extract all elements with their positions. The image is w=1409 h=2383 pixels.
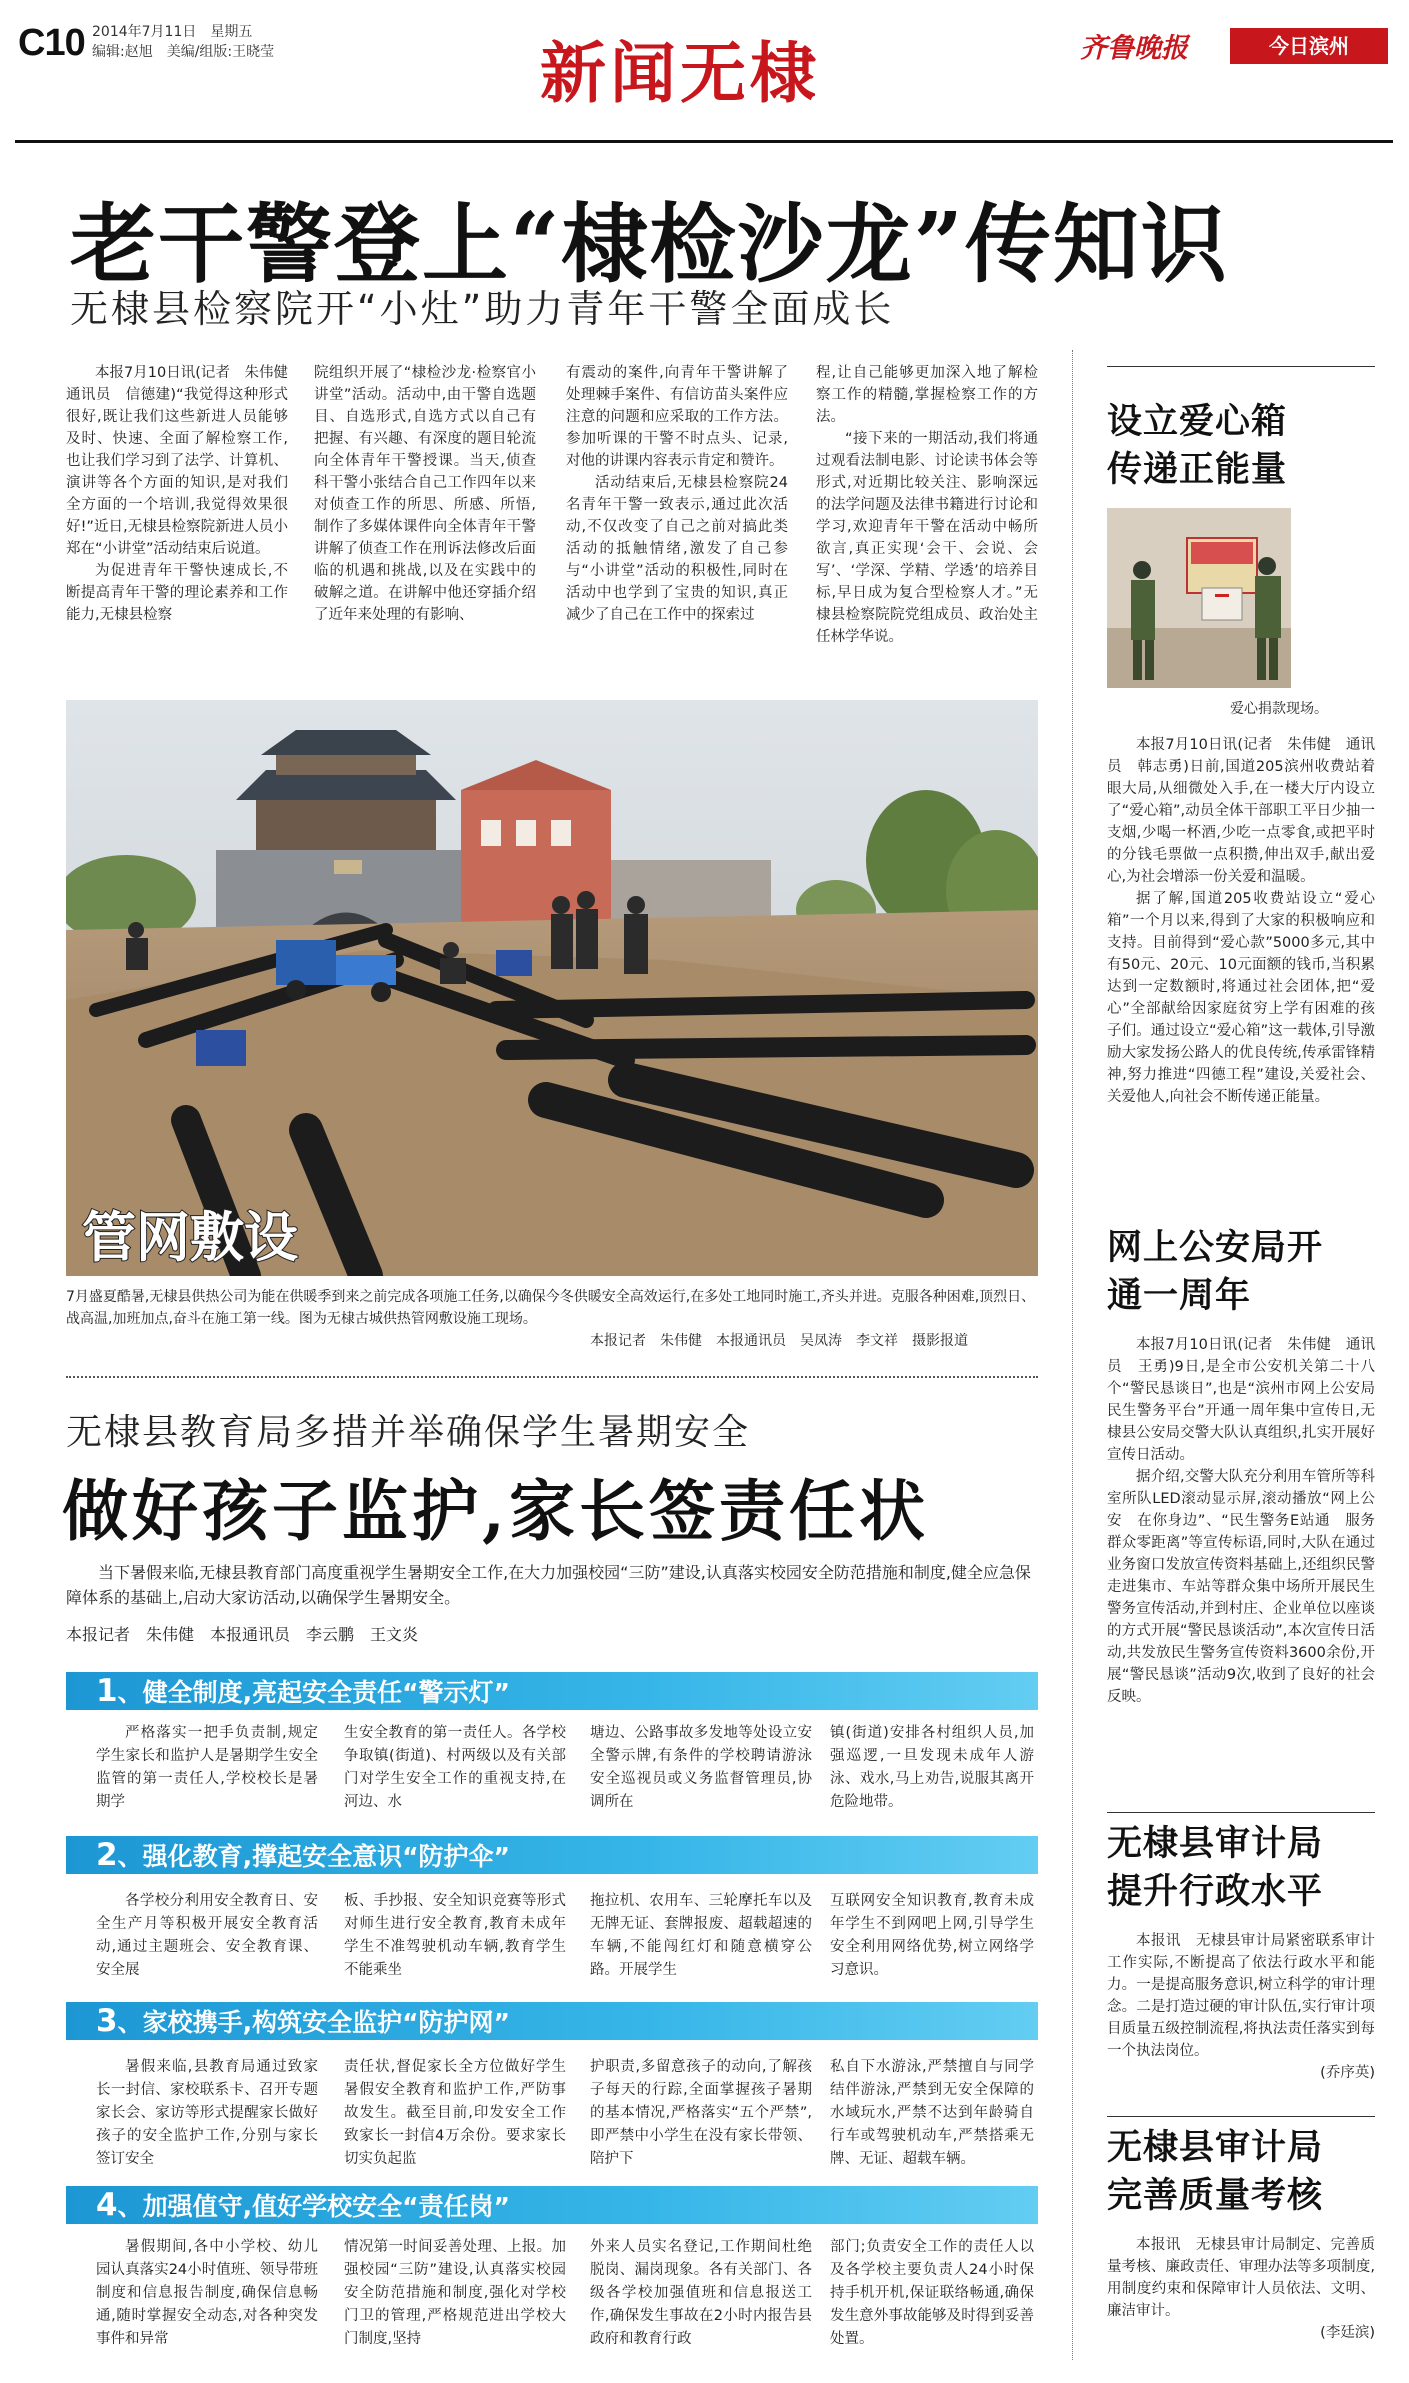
section4-col2 [344,2236,566,2351]
author-signature: (乔序英) [1320,2065,1375,2081]
photo-credit: 本报记者 朱伟健 本报通讯员 吴凤涛 李文祥 摄影报道 [590,1333,968,1349]
section-band-3 [66,2002,1038,2040]
sidebar-headline-2: 网上公安局开通一周年 [1107,1228,1324,1316]
sidebar-story-3 [1107,1930,1375,2084]
photo-caption: 7月盛夏酷暑,无棣县供热公司为能在供暖季到来之前完成各项施工任务,以确保今冬供暖安全高效运行,在多处工地同时施工,齐头并进。克服各种困难,顶烈日、战高温,加班加点,奋斗在施工第一线。图为无棣古城供热管网敷设施工现场。 [66,1289,1036,1327]
paragraph: 本报讯 无棣县审计局制定、完善质量考核、廉政责任、审理办法等多项制度,用制度约束和保障审计人员依法、文明、廉洁审计。 [1107,2237,1375,2319]
section1-col4 [830,1722,1034,1814]
region-tag: 今日滨州 [1230,28,1388,64]
band-title [96,2186,510,2226]
main-column-1 [66,362,303,626]
section4-col1 [96,2236,318,2351]
section3-col1 [96,2056,318,2171]
paragraph: 院组织开展了“棣检沙龙·检察官小讲堂”活动。活动中,由干警自选题目、自选形式,自选方式以自己有把握、有兴趣、有深度的题目轮流向全体青年干警授课。当天,侦查科干警小张结合自己工作四年以来对侦查工作的所思、所感、所悟,制作了多媒体课件向全体青年干警讲解了侦查工作在刑诉法修改后面临的机遇和挑战,以及在实践中的破解之道。在讲解中他还穿插介绍了近年来处理的有影响、 [314,365,536,623]
band-number: 3 [96,2003,118,2039]
photo-overlay-title: 管网敷设 [82,1206,298,1269]
paragraph: 暑假来临,县教育局通过致家长一封信、家校联系卡、召开专题家长会、家访等形式提醒家长做好孩子的安全监护工作,分别与家长签订安全 [96,2059,318,2167]
header-meta [92,22,274,62]
section-band-2 [66,1836,1038,1874]
page-number: C10 [18,22,85,64]
sidebar-story-4 [1107,2234,1375,2344]
sidebar-photo-caption: 爱心捐款现场。 [1230,701,1328,717]
section1-col2 [344,1722,566,1814]
band-title [96,1836,510,1876]
header-rule [15,140,1393,143]
construction-scene-illustration [66,700,1038,1276]
paragraph: 部门;负责安全工作的责任人以及各学校主要负责人24小时保持手机开机,保证联络畅通,确保发生意外事故能够及时得到妥善处置。 [830,2239,1034,2347]
band-title [96,2002,510,2042]
sidebar-rule [1107,366,1375,367]
author-signature: (李廷滨) [1320,2325,1375,2341]
paragraph: 暑假期间,各中小学校、幼儿园认真落实24小时值班、领导带班制度和信息报告制度,确保信息畅通,随时掌握安全动态,对各种突发事件和异常 [96,2239,318,2347]
donation-scene-illustration [1107,508,1291,688]
paragraph: 外来人员实名登记,工作期间杜绝脱岗、漏岗现象。各有关部门、各级各学校加强值班和信息报送工作,确保发生事故在2小时内报告县政府和教育行政 [590,2239,812,2347]
paragraph: 责任状,督促家长全方位做好学生暑假安全教育和监护工作,严防事故发生。截至目前,印发安全工作致家长一封信4万余份。要求家长切实负起监 [344,2059,566,2167]
main-column-2 [314,362,536,626]
sidebar-story-2 [1107,1334,1375,1708]
band-text: 、健全制度,亮起安全责任“警示灯” [117,1678,510,1707]
pipeline-construction-photo [66,700,1038,1276]
paragraph: 本报讯 无棣县审计局紧密联系审计工作实际,不断提高了依法行政水平和能力。一是提高服务意识,树立科学的审计理念。二是打造过硬的审计队伍,实行审计项目质量五级控制流程,将执法责任落实到每一个执法岗位。 [1107,1933,1375,2059]
paragraph: 据了解,国道205收费站设立“爱心箱”一个月以来,得到了大家的积极响应和支持。目前得到“爱心款”5000多元,其中有50元、20元、10元面额的钱币,当积累达到一定数额时,将通过社会团体,把“爱心”全部献给因家庭贫穷上学有困难的孩子们。通过设立“爱心箱”这一载体,引导激励大家发扬公路人的优良传统,传承雷锋精神,努力推进“四德工程”建设,关爱社会、关爱他人,向社会不断传递正能量。 [1107,891,1375,1105]
section-band-4 [66,2186,1038,2224]
paragraph: 私自下水游泳,严禁擅自与同学结伴游泳,严禁到无安全保障的水域玩水,严禁不达到年龄骑自行车或驾驶机动车,严禁搭乘无牌、无证、超载车辆。 [830,2059,1034,2167]
paragraph: 塘边、公路事故多发地等处设立安全警示牌,有条件的学校聘请游泳安全巡视员或义务监督管理员,协调所在 [590,1725,812,1810]
section3-col3 [590,2056,812,2171]
divider [66,1376,1038,1378]
section3-col4 [830,2056,1034,2171]
band-number: 1 [96,1673,118,1709]
paragraph: 各学校分利用安全教育日、安全生产月等积极开展安全教育活动,通过主题班会、安全教育课、安全展 [96,1893,318,1978]
paragraph: 活动结束后,无棣县检察院24名青年干警一致表示,通过此次活动,不仅改变了自己之前对搞此类活动的抵触情绪,激发了自己参与“小讲堂”活动的积极性,同时在活动中也学到了宝贵的知识,真正减少了自己在工作中的探索过 [566,475,788,623]
column-separator [1072,350,1073,2360]
paragraph: 有震动的案件,向青年干警讲解了处理棘手案件、有信访苗头案件应注意的问题和应采取的工作方法。参加听课的干警不时点头、记录,对他的讲课内容表示肯定和赞许。 [566,365,788,469]
sidebar-headline-4: 无棣县审计局完善质量考核 [1107,2128,1324,2216]
school-kicker: 无棣县教育局多措并举确保学生暑期安全 [66,1412,751,1453]
band-number: 4 [96,2187,118,2223]
section2-col3 [590,1890,812,1982]
school-headline: 做好孩子监护,家长签责任状 [62,1472,929,1550]
section1-col3 [590,1722,812,1814]
newspaper-brand: 齐鲁晚报 [1080,33,1188,64]
donation-photo [1107,508,1291,688]
band-text: 、家校携手,构筑安全监护“防护网” [117,2008,510,2037]
paragraph: 护职责,多留意孩子的动向,了解孩子每天的行踪,全面掌握孩子暑期的基本情况,严格落实“五个严禁”,即严禁中小学生在没有家长带领、陪护下 [590,2059,812,2167]
sidebar-headline-3: 无棣县审计局提升行政水平 [1107,1824,1324,1912]
school-byline: 本报记者 朱伟健 本报通讯员 李云鹏 王文炎 [66,1625,419,1644]
issue-date: 2014年7月11日 星期五 [92,24,253,40]
section4-col3 [590,2236,812,2351]
band-text: 、强化教育,撑起安全意识“防护伞” [117,1842,510,1871]
main-column-3 [566,362,788,626]
sidebar-story-1 [1107,734,1375,1108]
paragraph: 镇(街道)安排各村组织人员,加强巡逻,一旦发现未成年人游泳、戏水,马上劝告,说服其离开危险地带。 [830,1725,1034,1810]
section4-col4 [830,2236,1034,2351]
main-subhead: 无棣县检察院开“小灶”助力青年干警全面成长 [70,287,895,331]
section3-col2 [344,2056,566,2171]
paragraph: 据介绍,交警大队充分利用车管所等科室所队LED滚动显示屏,滚动播放“网上公安 在你身边”、“民生警务E站通 服务群众零距离”等宣传标语,同时,大队在通过业务窗口发放宣传资料基础上,还组织民警走进集市、车站等群众集中场所开展民生警务宣传活动,并到村庄、企业单位以座谈的方式开展“警民恳谈活动”,本次宣传日活动,共发放民生警务宣传资料3600余份,开展“警民恳谈”活动9次,收到了良好的社会反映。 [1107,1469,1375,1705]
paragraph: 拖拉机、农用车、三轮摩托车以及无牌无证、套牌报废、超载超速的车辆,不能闯红灯和随意横穿公路。开展学生 [590,1893,812,1978]
sidebar-rule [1107,2116,1375,2117]
section-title: 新闻无棣 [540,34,820,112]
sidebar-headline-1: 设立爱心箱传递正能量 [1107,402,1288,490]
band-text: 、加强值守,值好学校安全“责任岗” [117,2192,510,2221]
section2-col2 [344,1890,566,1982]
paragraph: 本报7月10日讯(记者 朱伟健 通讯员 王勇)9日,是全市公安机关第二十八个“警民恳谈日”,也是“滨州市网上公安局民生警务平台”开通一周年集中宣传日,无棣县公安局交警大队认真组织,扎实开展好宣传日活动。 [1107,1337,1375,1463]
editor-credits: 编辑:赵旭 美编/组版:王晓莹 [92,44,275,60]
band-title [96,1672,510,1712]
main-headline: 老干警登上“棣检沙龙”传知识 [70,194,1229,295]
main-column-4 [816,362,1038,648]
paragraph: 严格落实一把手负责制,规定学生家长和监护人是暑期学生安全监管的第一责任人,学校校长是暑期学 [96,1725,318,1810]
paragraph: 情况第一时间妥善处理、上报。加强校园“三防”建设,认真落实校园安全防范措施和制度,强化对学校门卫的管理,严格规范进出学校大门制度,坚持 [344,2239,566,2347]
section-band-1 [66,1672,1038,1710]
paragraph: “接下来的一期活动,我们将通过观看法制电影、讨论读书体会等形式,对近期比较关注、影响深远的法学问题及法律书籍进行讨论和学习,欢迎青年干警在活动中畅所欲言,真正实现‘会干、会说、会写’、‘学深、学精、学透’的培养目标,早日成为复合型检察人才。”无棣县检察院院党组成员、政治处主任林学华说。 [816,431,1038,645]
section2-col4 [830,1890,1034,1982]
paragraph: 板、手抄报、安全知识竞赛等形式对师生进行安全教育,教育未成年学生不准驾驶机动车辆,教育学生不能乘坐 [344,1893,566,1978]
section2-col1 [96,1890,318,1982]
paragraph: 程,让自己能够更加深入地了解检察工作的精髓,掌握检察工作的方法。 [816,365,1038,425]
sidebar-rule [1107,1812,1375,1813]
paragraph: 本报7月10日讯(记者 朱伟健 通讯员 信德建)“我觉得这种形式很好,既让我们这些新进人员能够及时、快速、全面了解检察工作,也让我们学习到了法学、计算机、演讲等各个方面的知识,是对我们全方面的一个培训,我觉得效果很好!”近日,无棣县检察院新进人员小郑在“小讲堂”活动结束后说道。 [66,365,303,557]
paragraph: 互联网安全知识教育,教育未成年学生不到网吧上网,引导学生安全利用网络优势,树立网络学习意识。 [830,1893,1034,1978]
band-number: 2 [96,1837,118,1873]
paragraph: 为促进青年干警快速成长,不断提高青年干警的理论素养和工作能力,无棣县检察 [66,563,288,623]
paragraph: 生安全教育的第一责任人。各学校争取镇(街道)、村两级以及有关部门对学生安全工作的重视支持,在河边、水 [344,1725,566,1810]
section1-col1 [96,1722,318,1814]
paragraph: 本报7月10日讯(记者 朱伟健 通讯员 韩志勇)日前,国道205滨州收费站着眼大局,从细微处入手,在一楼大厅内设立了“爱心箱”,动员全体干部职工平日少抽一支烟,少喝一杯酒,少吃一点零食,或把平时的分钱毛票做一点积攒,伸出双手,献出爱心,为社会增添一份关爱和温暖。 [1107,737,1375,885]
school-lead: 当下暑假来临,无棣县教育部门高度重视学生暑期安全工作,在大力加强校园“三防”建设,认真落实校园安全防范措施和制度,健全应急保障体系的基础上,启动大家访活动,以确保学生暑期安全。 [66,1563,1031,1607]
